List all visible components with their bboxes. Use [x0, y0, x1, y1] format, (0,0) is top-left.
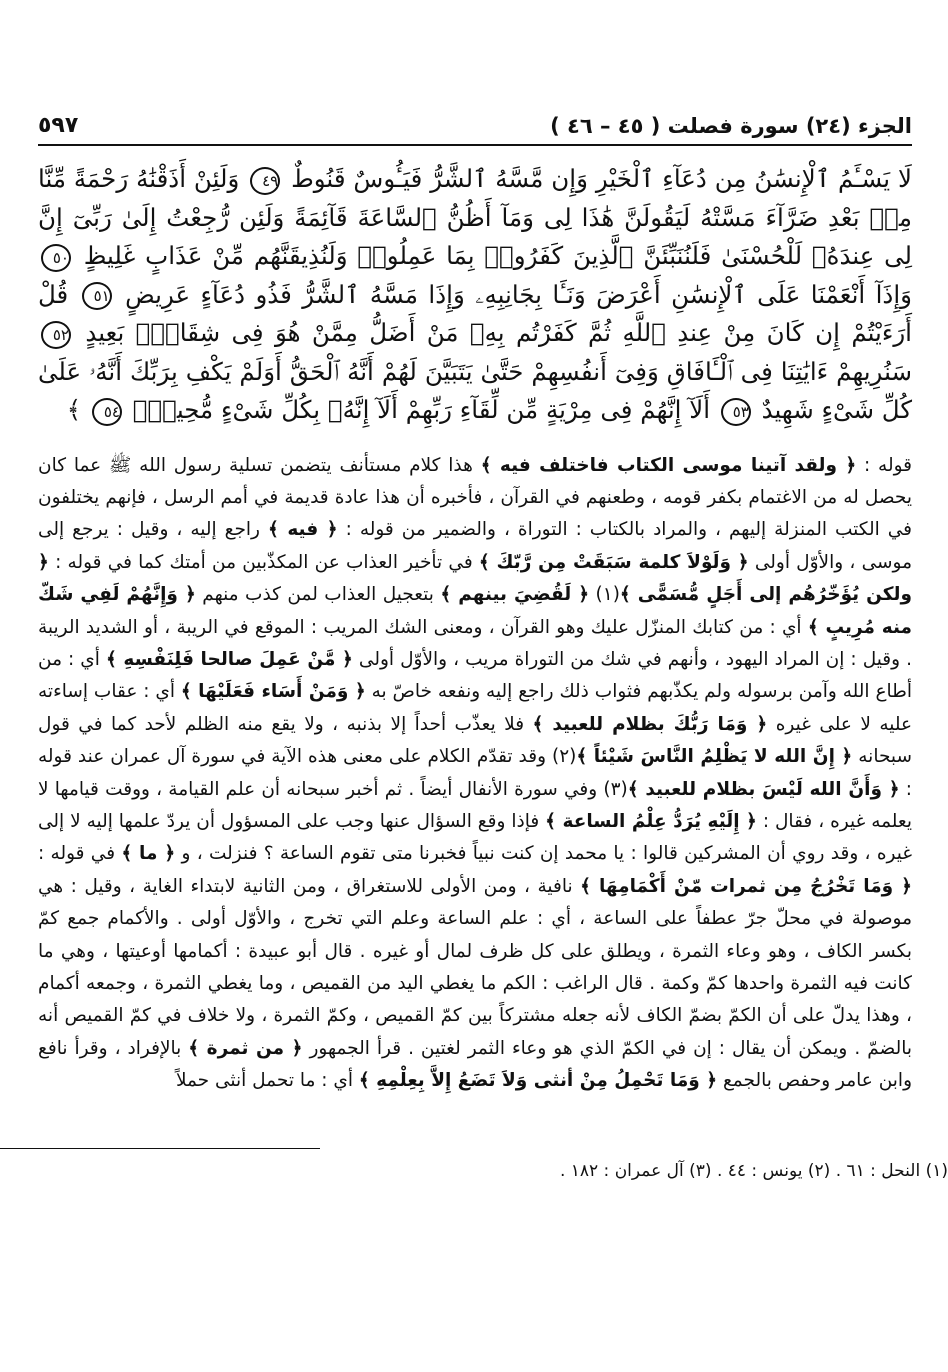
quoted-verse: ﴿ ما ﴾	[121, 843, 176, 865]
ayah-number-marker: ٤٩	[250, 167, 280, 195]
quoted-verse: ﴿ وَمَنْ أَسَاء فَعَلَيْهَا ﴾	[180, 681, 366, 703]
verses-closing-bracket: ﴾	[66, 395, 82, 424]
quoted-verse: ﴿ إِلَيْهِ يُرَدُّ عِلْمُ الساعة ﴾	[545, 810, 757, 832]
verse-text: لَا يَسْـَٔمُ ٱلْإِنسَٰنُ مِن دُعَآءِ ٱلْخَيْرِ وَإِن مَّسَّهُ ٱلشَّرُّ فَيَـُٔوسٌ قَنُوطٌ	[283, 164, 912, 193]
ayah-number-marker: ٥٣	[721, 398, 751, 426]
commentary-text: في تأخير العذاب عن المكذّبين من أمتك كما في قوله :	[48, 551, 479, 573]
tafsir-commentary	[38, 450, 912, 1098]
commentary-text: (٢) وقد تقدّم الكلام على معنى هذه الآية في سورة آل عمران عند قوله :	[38, 746, 913, 800]
ayah-number-marker: ٥٤	[92, 398, 122, 426]
header-title: الجزء (٢٤) سورة فصلت ( ٤٥ – ٤٦ )	[550, 114, 912, 138]
commentary-text: (٣) وفي سورة الأنفال أيضاً . ثم أخبر سبحانه أن علم القيامة ، ووقت قيامها لا يعلمه غيره ، فقال :	[38, 778, 913, 832]
quoted-verse: ﴿ من ثمرة ﴾	[188, 1037, 303, 1059]
verse-text: وَلَئِنْ أَذَقْنَٰهُ رَحْمَةً مِّنَّا مِنۢ بَعْدِ ضَرَّآءَ مَسَّتْهُ لَيَقُولَنَّ هَٰذَا لِى وَمَآ أَظُنُّ ٱلسَّاعَةَ قَآئِمَةً وَلَئِن رُّجِعْتُ إِلَىٰ رَبِّىٓ إِنَّ لِى عِندَهُۥ لَلْحُسْنَىٰ فَلَنُنَبِّئَنَّ ٱلَّذِينَ كَفَرُوا۟ بِمَا عَمِلُوا۟ وَلَنُذِيقَنَّهُم مِّنْ عَذَابٍ غَلِيظٍ	[38, 164, 912, 270]
ayah-number-marker: ٥١	[82, 282, 112, 310]
quoted-verse: ﴿ وَمَا رَبُّكَ بظلام للعبيد ﴾	[532, 713, 768, 735]
quoted-verse: ﴿ وَلَوْلاَ كلمة سَبَقَتْ مِن رَّبّكَ ﴾	[478, 551, 749, 573]
running-header	[38, 110, 912, 146]
commentary-text: هذا كلام مستأنف يتضمن تسلية رسول الله ﷺ عما كان يحصل له من الاغتمام بكفر قومه ، وطعنهم في القرآن ، فأخبره أن هذا عادة قديمة في أمم الرسل ، فإنهم يختلفون في الكتب المنزلة إليهم ، والمراد بالكتاب : التوراة ، والضمير من قوله :	[38, 454, 912, 541]
verse-text: وَإِذَآ أَنْعَمْنَا عَلَى ٱلْإِنسَٰنِ أَعْرَضَ وَنَـَٔا بِجَانِبِهِۦ وَإِذَا مَسَّهُ ٱلشَّرُّ فَذُو دُعَآءٍ عَرِيضٍ	[114, 279, 912, 309]
commentary-text: في قوله :	[38, 843, 122, 865]
commentary-text: راجع إليه ، وقيل : يرجع إلى موسى ، والأوّل أولى	[38, 519, 912, 573]
commentary-text: فإذا وقع السؤال عنها وجب على المسؤول أن يردّ علمها إليه لا إلى غيره ، وقد روي أن المشركين قالوا : يا محمد إن كنت نبياً فخبرنا متى تقوم الساعة ؟ فنزلت ، و	[38, 810, 912, 865]
footnote-divider	[0, 1148, 320, 1149]
commentary-text: قوله :	[856, 454, 912, 476]
quoted-verse: ﴿ وَمَا تَحْمِلُ مِنْ أنثى وَلاَ تَضَعُ إِلاَّ بِعِلْمِهِ ﴾	[358, 1070, 718, 1092]
commentary-text: بتعجيل العذاب لمن كذب منهم	[195, 584, 441, 606]
commentary-text: أي : ما تحمل أنثى حملاً	[175, 1070, 359, 1092]
quoted-verse: ﴿ لَقُضِيَ بينهم ﴾	[440, 584, 590, 606]
ayah-number-marker: ٥٠	[41, 244, 71, 272]
commentary-text: أي : من كتابك المنزّل عليك وهو القرآن ، ومعنى الشك المريب : الموقع في الريبة ، أو الشديد الريبة . وقيل : إن المراد اليهود ، وأنهم في شك من التوراة مريب ، والأوّل أولى	[38, 616, 912, 670]
ayah-number-marker: ٥٢	[41, 321, 71, 349]
footnotes: (١) النحل : ٦١ . (٢) يونس : ٤٤ . (٣) آل عمران : ١٨٢ .	[559, 1161, 948, 1181]
page-number: ٥٩٧	[38, 113, 79, 138]
verse-text: قُلْ أَرَءَيْتُمْ إِن كَانَ مِنْ عِندِ ٱللَّهِ ثُمَّ كَفَرْتُم بِهِۦ مَنْ أَضَلُّ مِمَّنْ هُوَ فِى شِقَاقٍۭ بَعِيدٍ	[38, 279, 912, 347]
commentary-text: فلا يعذّب أحداً إلا بذنبه ، ولا يقع منه الظلم لأحد كما في قول سبحانه	[38, 713, 912, 768]
quoted-verse: ﴿ وَأَنَّ الله لَيْسَ بظلام للعبيد ﴾	[627, 778, 900, 800]
quoted-verse: ﴿ وَمَا تَخْرُجُ مِن ثمرات مّنْ أَكْمَامِهَا ﴾	[580, 875, 913, 897]
quoted-verse: ﴿ فيه ﴾	[267, 519, 338, 541]
quoted-verse: ﴿ وَإِنَّهُمْ لَفِي شَكّ منه مُرِيبٍ ﴾	[38, 584, 912, 638]
commentary-text: أي : عقاب إساءته عليه لا على غيره	[38, 681, 913, 735]
quoted-verse: ﴿ ولكن يُؤَخّرُهُم إلى أَجَلٍ مُّسَمًّى ﴾	[38, 551, 912, 606]
commentary-text: بالإفراد ، وقرأ نافع وابن عامر وحفص بالجمع	[38, 1037, 912, 1092]
quoted-verse: ﴿ ولقد آتينا موسى الكتاب فاختلف فيه ﴾	[480, 454, 857, 476]
quoted-verse: ﴿ مَّنْ عَمِلَ صالحا فَلِنَفْسِهِ ﴾	[105, 648, 353, 670]
quran-verses-block	[38, 160, 912, 430]
verse-text: أَلَآ إِنَّهُمْ فِى مِرْيَةٍ مِّن لِّقَآءِ رَبِّهِمْ أَلَآ إِنَّهُۥ بِكُلِّ شَىْءٍ مُّحِيطٌۢ	[124, 395, 711, 424]
tafsir-paragraph	[38, 450, 912, 1098]
commentary-text: (١)	[589, 584, 620, 606]
quoted-verse: ﴿ إِنَّ الله لا يَظْلِمُ النَّاسَ شَيْئاً ﴾	[576, 746, 853, 768]
book-page	[38, 110, 912, 1098]
commentary-text: نافية ، ومن الأولى للاستغراق ، ومن الثانية لابتداء الغاية ، وقيل : هي موصولة في محلّ جرّ عطفاً على الساعة ، أي : علم الساعة وعلم التي تخرج ، والأوّل أولى . والأكمام جمع كمّ بكسر الكاف ، وهو وعاء الثمرة ، ويطلق على كل ظرف لمال أو غيره . قال أبو عبيدة : أكمامها أوعيتها ، وهي ما كانت فيه الثمرة واحدها كمّ وكمة . قال الراغب : الكم ما يغطي اليد من القميص ، وما يغطي الثمرة ، وجمعه أكمام ، وهذا يدلّ على أن الكمّ بضمّ الكاف لأنه جعله مشتركاً بين كمّ القميص ، وكمّ الثمرة ، ولا خلاف في كمّ القميص أنه بالضمّ . ويمكن أن يقال : إن في الكمّ الذي هو وعاء الثمر لغتين . قرأ الجمهور	[38, 875, 912, 1059]
commentary-text: أي : من أطاع الله وآمن برسوله ولم يكذّبهم فثواب ذلك راجع إليه ونفعه خاصّ به	[38, 648, 912, 703]
verse-text: سَنُرِيهِمْ ءَايَٰتِنَا فِى ٱلْـَٔافَاقِ وَفِىٓ أَنفُسِهِمْ حَتَّىٰ يَتَبَيَّنَ لَهُمْ أَنَّهُ ٱلْحَقُّ أَوَلَمْ يَكْفِ بِرَبِّكَ أَنَّهُۥ عَلَىٰ كُلِّ شَىْءٍ شَهِيدٌ	[38, 356, 912, 424]
